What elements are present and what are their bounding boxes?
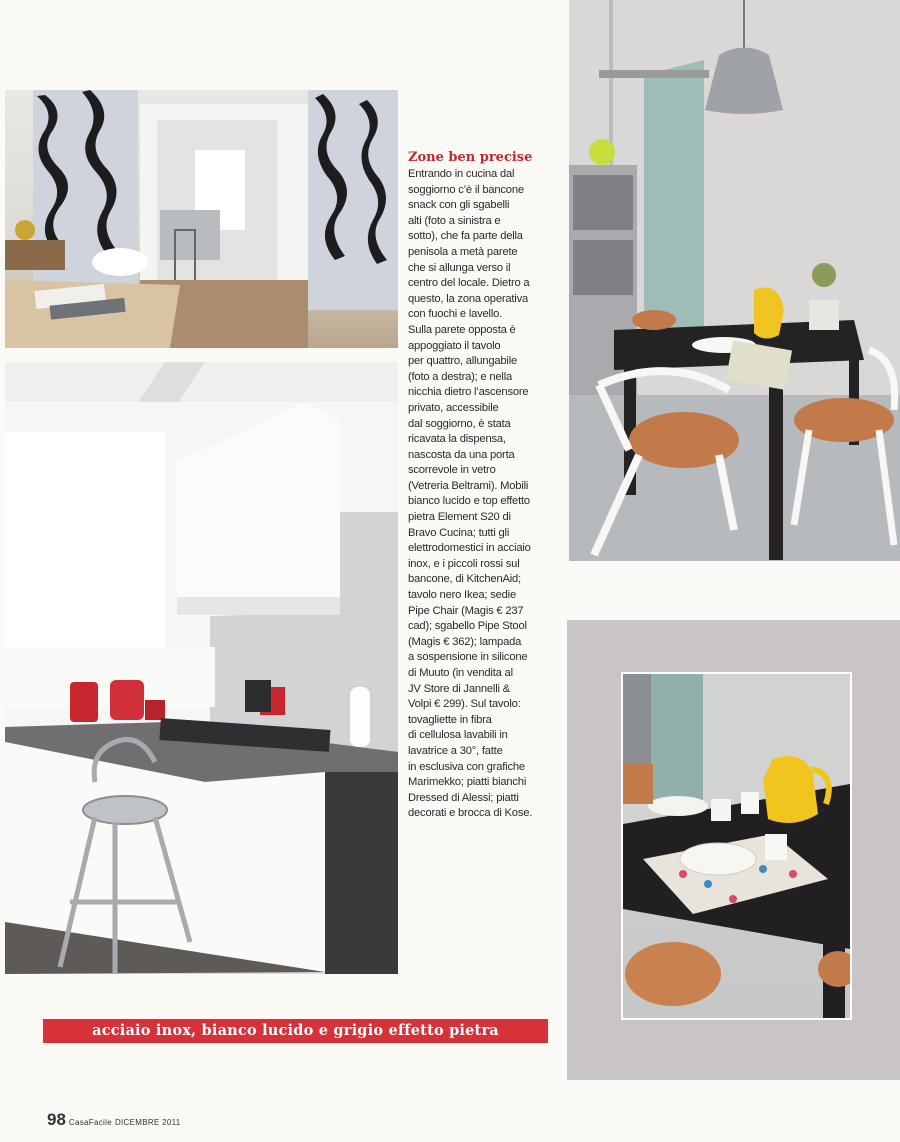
page-footer	[47, 1110, 181, 1130]
caption-banner: acciaio inox, bianco lucido e grigio effetto pietra	[43, 1019, 548, 1043]
article-heading: Zone ben precise	[408, 150, 533, 165]
issue-date: DICEMBRE 2011	[114, 1118, 181, 1127]
photo-table-detail	[621, 672, 852, 1020]
photo-dining-room	[569, 0, 900, 561]
photo-kitchen	[5, 362, 398, 974]
photo-living-room	[5, 90, 398, 348]
article-body: Entrando in cucina dal soggiorno c’è il bancone snack con gli sgabelli alti (foto a sinistra e sotto), che fa parte della penisola a metà parete che si allunga verso il centro del locale. Dietro a questo, la zona operativa con fuochi e lavello. Sulla parete opposta è appoggiato il tavolo per quattro, allungabile (foto a destra); e nella nicchia dietro l’ascensore privato, accessibile dal soggiorno, è stata ricavata la dispensa, nascosta da una porta scorrevole in vetro (Vetreria Beltrami). Mobili bianco lucido e top effetto pietra Element S20 di Bravo Cucina; tutti gli elettrodomestici in acciaio inox, e i piccoli rossi sul bancone, di KitchenAid; tavolo nero Ikea; sedie Pipe Chair (Magis € 237 cad); sgabello Pipe Stool (Magis € 362); lampada a sospensione in silicone di Muuto (in vendita al JV Store di Jannelli & Volpi € 299). Sul tavolo: tovagliette in fibra di cellulosa lavabili in lavatrice a 30°, fatte in esclusiva con grafiche Marimekko; piatti bianchi Dressed di Alessi; piatti decorati e brocca di Kose.	[408, 168, 533, 820]
magazine-name: CasaFacile	[68, 1118, 112, 1127]
article-column	[408, 150, 558, 822]
page-number: 98	[47, 1110, 66, 1129]
